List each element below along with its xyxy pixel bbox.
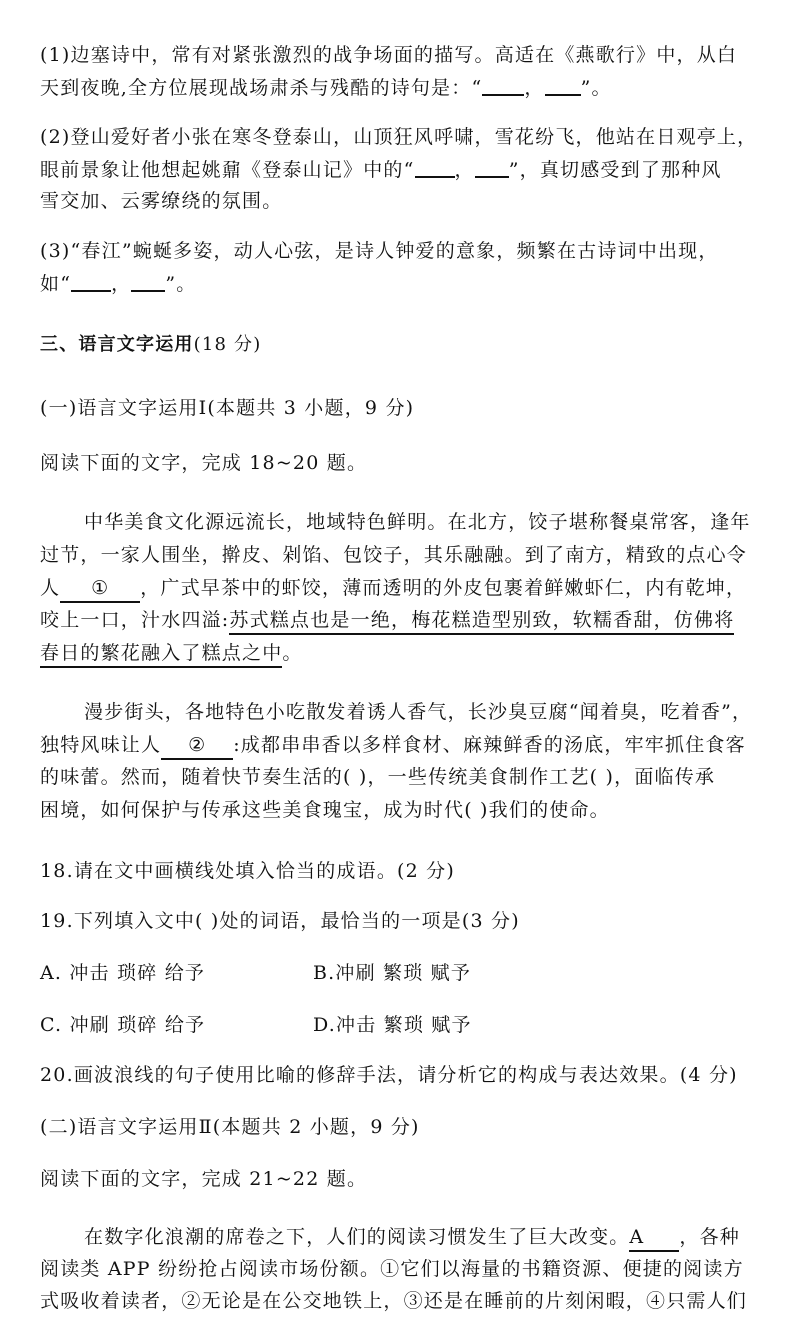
passage-text: 漫步街头，各地特色小吃散发着诱人香气，长沙臭豆腐“闻着臭，吃着香”，: [84, 701, 753, 723]
option-row-cd: [40, 1010, 472, 1040]
passage1-line-5: [40, 638, 303, 668]
part2-title: [40, 1112, 420, 1142]
passage-text: ，各种: [679, 1226, 741, 1248]
fill-blank[interactable]: [415, 154, 455, 178]
option-c[interactable]: [40, 1010, 313, 1040]
passage3-line-1: [84, 1222, 740, 1252]
part1-instruction: [40, 448, 367, 478]
passage2-line-2: [40, 730, 746, 760]
part1-title: [40, 393, 414, 423]
option-label: A.: [40, 962, 63, 984]
q2-text: 眼前景象让他想起姚鼐《登泰山记》中的“: [40, 159, 415, 181]
option-row-ab: [40, 958, 471, 988]
fill-blank[interactable]: [475, 154, 509, 178]
passage-text: 式吸收着读者，②无论是在公交地铁上，③还是在睡前的片刻闲暇，④只需人们: [40, 1290, 748, 1312]
section-title: 三、语言文字运用: [40, 334, 194, 355]
part2-instruction: [40, 1164, 367, 1194]
fill-blank[interactable]: [482, 72, 524, 96]
q1-text: (1)边塞诗中，常有对紧张激烈的战争场面的描写。高适在《燕歌行》中，从白: [40, 44, 738, 66]
numbered-blank-2[interactable]: ②: [161, 732, 233, 760]
passage-text: :成都串串香以多样食材、麻辣鲜香的汤底，牢牢抓住食客: [233, 734, 746, 756]
option-words: 冲刷 繁琐 赋予: [335, 962, 472, 984]
passage-text: 阅读类 APP 纷纷抢占阅读市场份额。①它们以海量的书籍资源、便捷的阅读方: [40, 1258, 744, 1280]
fill-blank[interactable]: [545, 72, 581, 96]
q3-text: (3)“春江”蜿蜒多姿，动人心弦，是诗人钟爱的意象，频繁在古诗词中出现，: [40, 240, 719, 262]
blank-a[interactable]: A: [629, 1224, 679, 1252]
q1-line-1: [40, 40, 737, 70]
question-19: [40, 906, 520, 936]
passage1-line-2: [40, 540, 747, 570]
numbered-blank-1[interactable]: ①: [60, 575, 140, 603]
option-d[interactable]: [313, 1010, 472, 1040]
q2-line-1: [40, 122, 757, 152]
option-words: 冲击 琐碎 给予: [69, 962, 206, 984]
passage-text: 困境，如何保护与传承这些美食瑰宝，成为时代( )我们的使命。: [40, 799, 610, 821]
passage3-line-2: [40, 1254, 744, 1284]
passage-text: 中华美食文化源远流长，地域特色鲜明。在北方，饺子堪称餐桌常客，逢年: [84, 511, 751, 533]
q2-text: 雪交加、云雾缭绕的氛围。: [40, 190, 283, 212]
section-heading: [40, 330, 261, 360]
option-label: D.: [313, 1014, 336, 1036]
q3-line-1: [40, 236, 719, 266]
passage1-line-3: [40, 573, 746, 603]
passage3-line-3: [40, 1286, 747, 1316]
fill-blank[interactable]: [131, 268, 165, 292]
q2-text: ”，真切感受到了那种风: [508, 159, 722, 181]
section-score: (18 分): [193, 334, 262, 355]
q1-text: 天到夜晚,全方位展现战场肃杀与残酷的诗句是：“: [40, 77, 483, 99]
option-words: 冲刷 琐碎 给予: [69, 1014, 206, 1036]
question-18: [40, 856, 455, 886]
q3-text: 如“: [40, 273, 72, 295]
question-20: [40, 1060, 738, 1090]
fill-blank[interactable]: [71, 268, 111, 292]
passage-text: 人: [40, 577, 61, 599]
option-label: C.: [40, 1014, 63, 1036]
passage-text: 的味蕾。然而，随着快节奏生活的( )，一些传统美食制作工艺( )，面临传承: [40, 766, 716, 788]
instruction-text: 阅读下面的文字，完成 21~22 题。: [40, 1168, 368, 1190]
passage1-line-4: [40, 605, 734, 635]
instruction-text: 阅读下面的文字，完成 18~20 题。: [40, 452, 368, 474]
q3-line-2: [40, 268, 196, 299]
q2-text: (2)登山爱好者小张在寒冬登泰山，山顶狂风呼啸，雪花纷飞，他站在日观亭上，: [40, 126, 758, 148]
passage-text: 。: [282, 642, 303, 664]
question-text: 20.画波浪线的句子使用比喻的修辞手法，请分析它的构成与表达效果。(4 分): [40, 1064, 738, 1086]
separator: ，: [524, 77, 545, 99]
q3-text: ”。: [165, 273, 197, 295]
separator: ，: [454, 159, 475, 181]
q2-line-2: [40, 154, 722, 185]
passage-text: 独特风味让人: [40, 734, 162, 756]
passage2-line-4: [40, 795, 610, 825]
passage2-line-3: [40, 762, 715, 792]
passage2-line-1: [84, 697, 752, 727]
option-a[interactable]: [40, 958, 313, 988]
passage-text: ，广式早茶中的虾饺，薄而透明的外皮包裹着鲜嫩虾仁，内有乾坤，: [140, 577, 747, 599]
option-label: B.: [313, 962, 336, 984]
passage-text: 过节，一家人围坐，擀皮、剁馅、包饺子，其乐融融。到了南方，精致的点心令: [40, 544, 748, 566]
wavy-underlined-sentence: 苏式糕点也是一绝，梅花糕造型别致，软糯香甜，仿佛将: [229, 609, 734, 635]
wavy-underlined-sentence: 春日的繁花融入了糕点之中: [40, 642, 282, 668]
passage1-line-1: [84, 507, 751, 537]
passage-text: 咬上一口，汁水四溢:: [40, 609, 230, 631]
passage-text: 在数字化浪潮的席卷之下，人们的阅读习惯发生了巨大改变。: [84, 1226, 630, 1248]
separator: ，: [111, 273, 132, 295]
part-title: (一)语言文字运用Ⅰ(本题共 3 小题，9 分): [40, 397, 415, 419]
q1-text: ”。: [580, 77, 612, 99]
q2-line-3: [40, 186, 282, 216]
option-words: 冲击 繁琐 赋予: [336, 1014, 472, 1036]
option-b[interactable]: [313, 958, 471, 988]
q1-line-2: [40, 72, 612, 103]
part-title: (二)语言文字运用Ⅱ(本题共 2 小题，9 分): [40, 1116, 420, 1138]
question-text: 18.请在文中画横线处填入恰当的成语。(2 分): [40, 860, 455, 882]
question-text: 19.下列填入文中( )处的词语，最恰当的一项是(3 分): [40, 910, 520, 932]
